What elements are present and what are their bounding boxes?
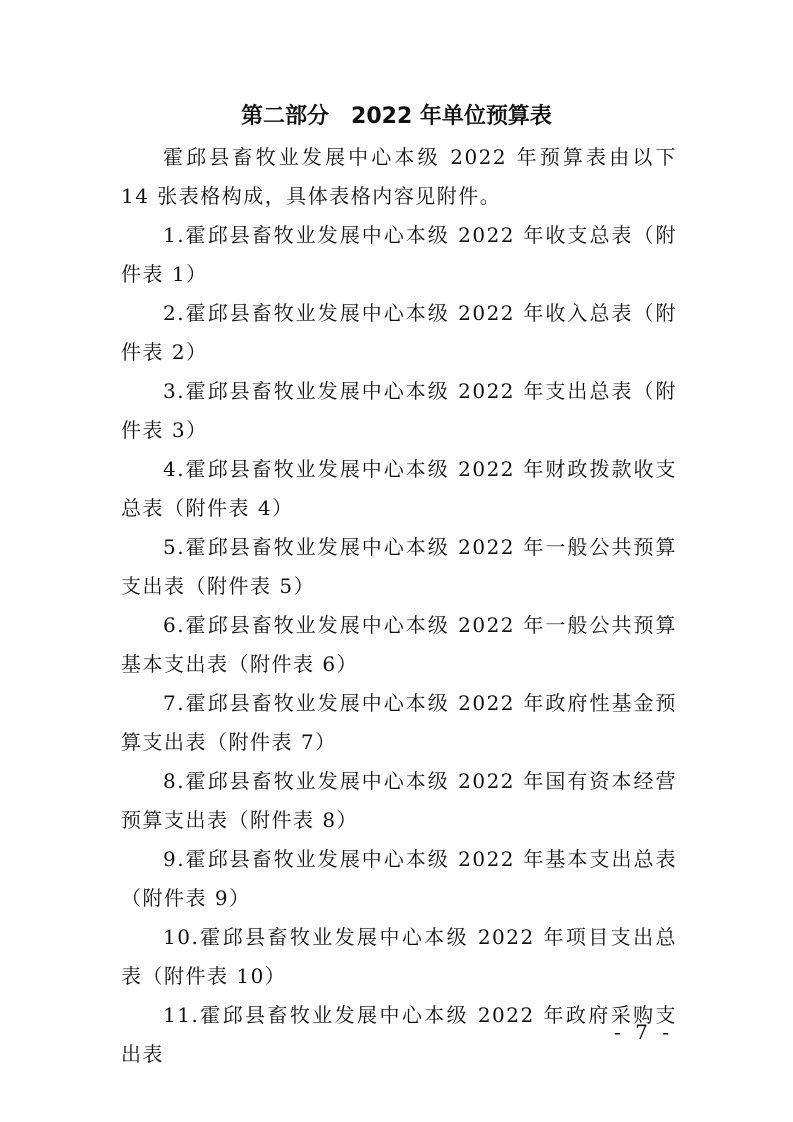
list-item: 8.霍邱县畜牧业发展中心本级 2022 年国有资本经营预算支出表（附件表 8）: [121, 769, 677, 832]
document-body: [121, 138, 677, 1074]
section-title: 第二部分 2022 年单位预算表: [241, 104, 552, 129]
list-item: 10.霍邱县畜牧业发展中心本级 2022 年项目支出总表（附件表 10）: [121, 925, 677, 988]
list-item: 9.霍邱县畜牧业发展中心本级 2022 年基本支出总表（附件表 9）: [121, 847, 677, 910]
list-item: 5.霍邱县畜牧业发展中心本级 2022 年一般公共预算支出表（附件表 5）: [121, 535, 677, 598]
list-item: 1.霍邱县畜牧业发展中心本级 2022 年收支总表（附件表 1）: [121, 223, 677, 286]
list-item: 7.霍邱县畜牧业发展中心本级 2022 年政府性基金预算支出表（附件表 7）: [121, 691, 677, 754]
list-item: 3.霍邱县畜牧业发展中心本级 2022 年支出总表（附件表 3）: [121, 379, 677, 442]
list-item: 4.霍邱县畜牧业发展中心本级 2022 年财政拨款收支总表（附件表 4）: [121, 457, 677, 520]
list-item: 11.霍邱县畜牧业发展中心本级 2022 年政府采购支出表: [121, 1003, 677, 1066]
list-item: 6.霍邱县畜牧业发展中心本级 2022 年一般公共预算基本支出表（附件表 6）: [121, 613, 677, 676]
page-number: - 7 -: [614, 1020, 673, 1044]
list-item: 2.霍邱县畜牧业发展中心本级 2022 年收入总表（附件表 2）: [121, 301, 677, 364]
intro-paragraph: 霍邱县畜牧业发展中心本级 2022 年预算表由以下 14 张表格构成，具体表格内容见附件。: [121, 145, 677, 208]
